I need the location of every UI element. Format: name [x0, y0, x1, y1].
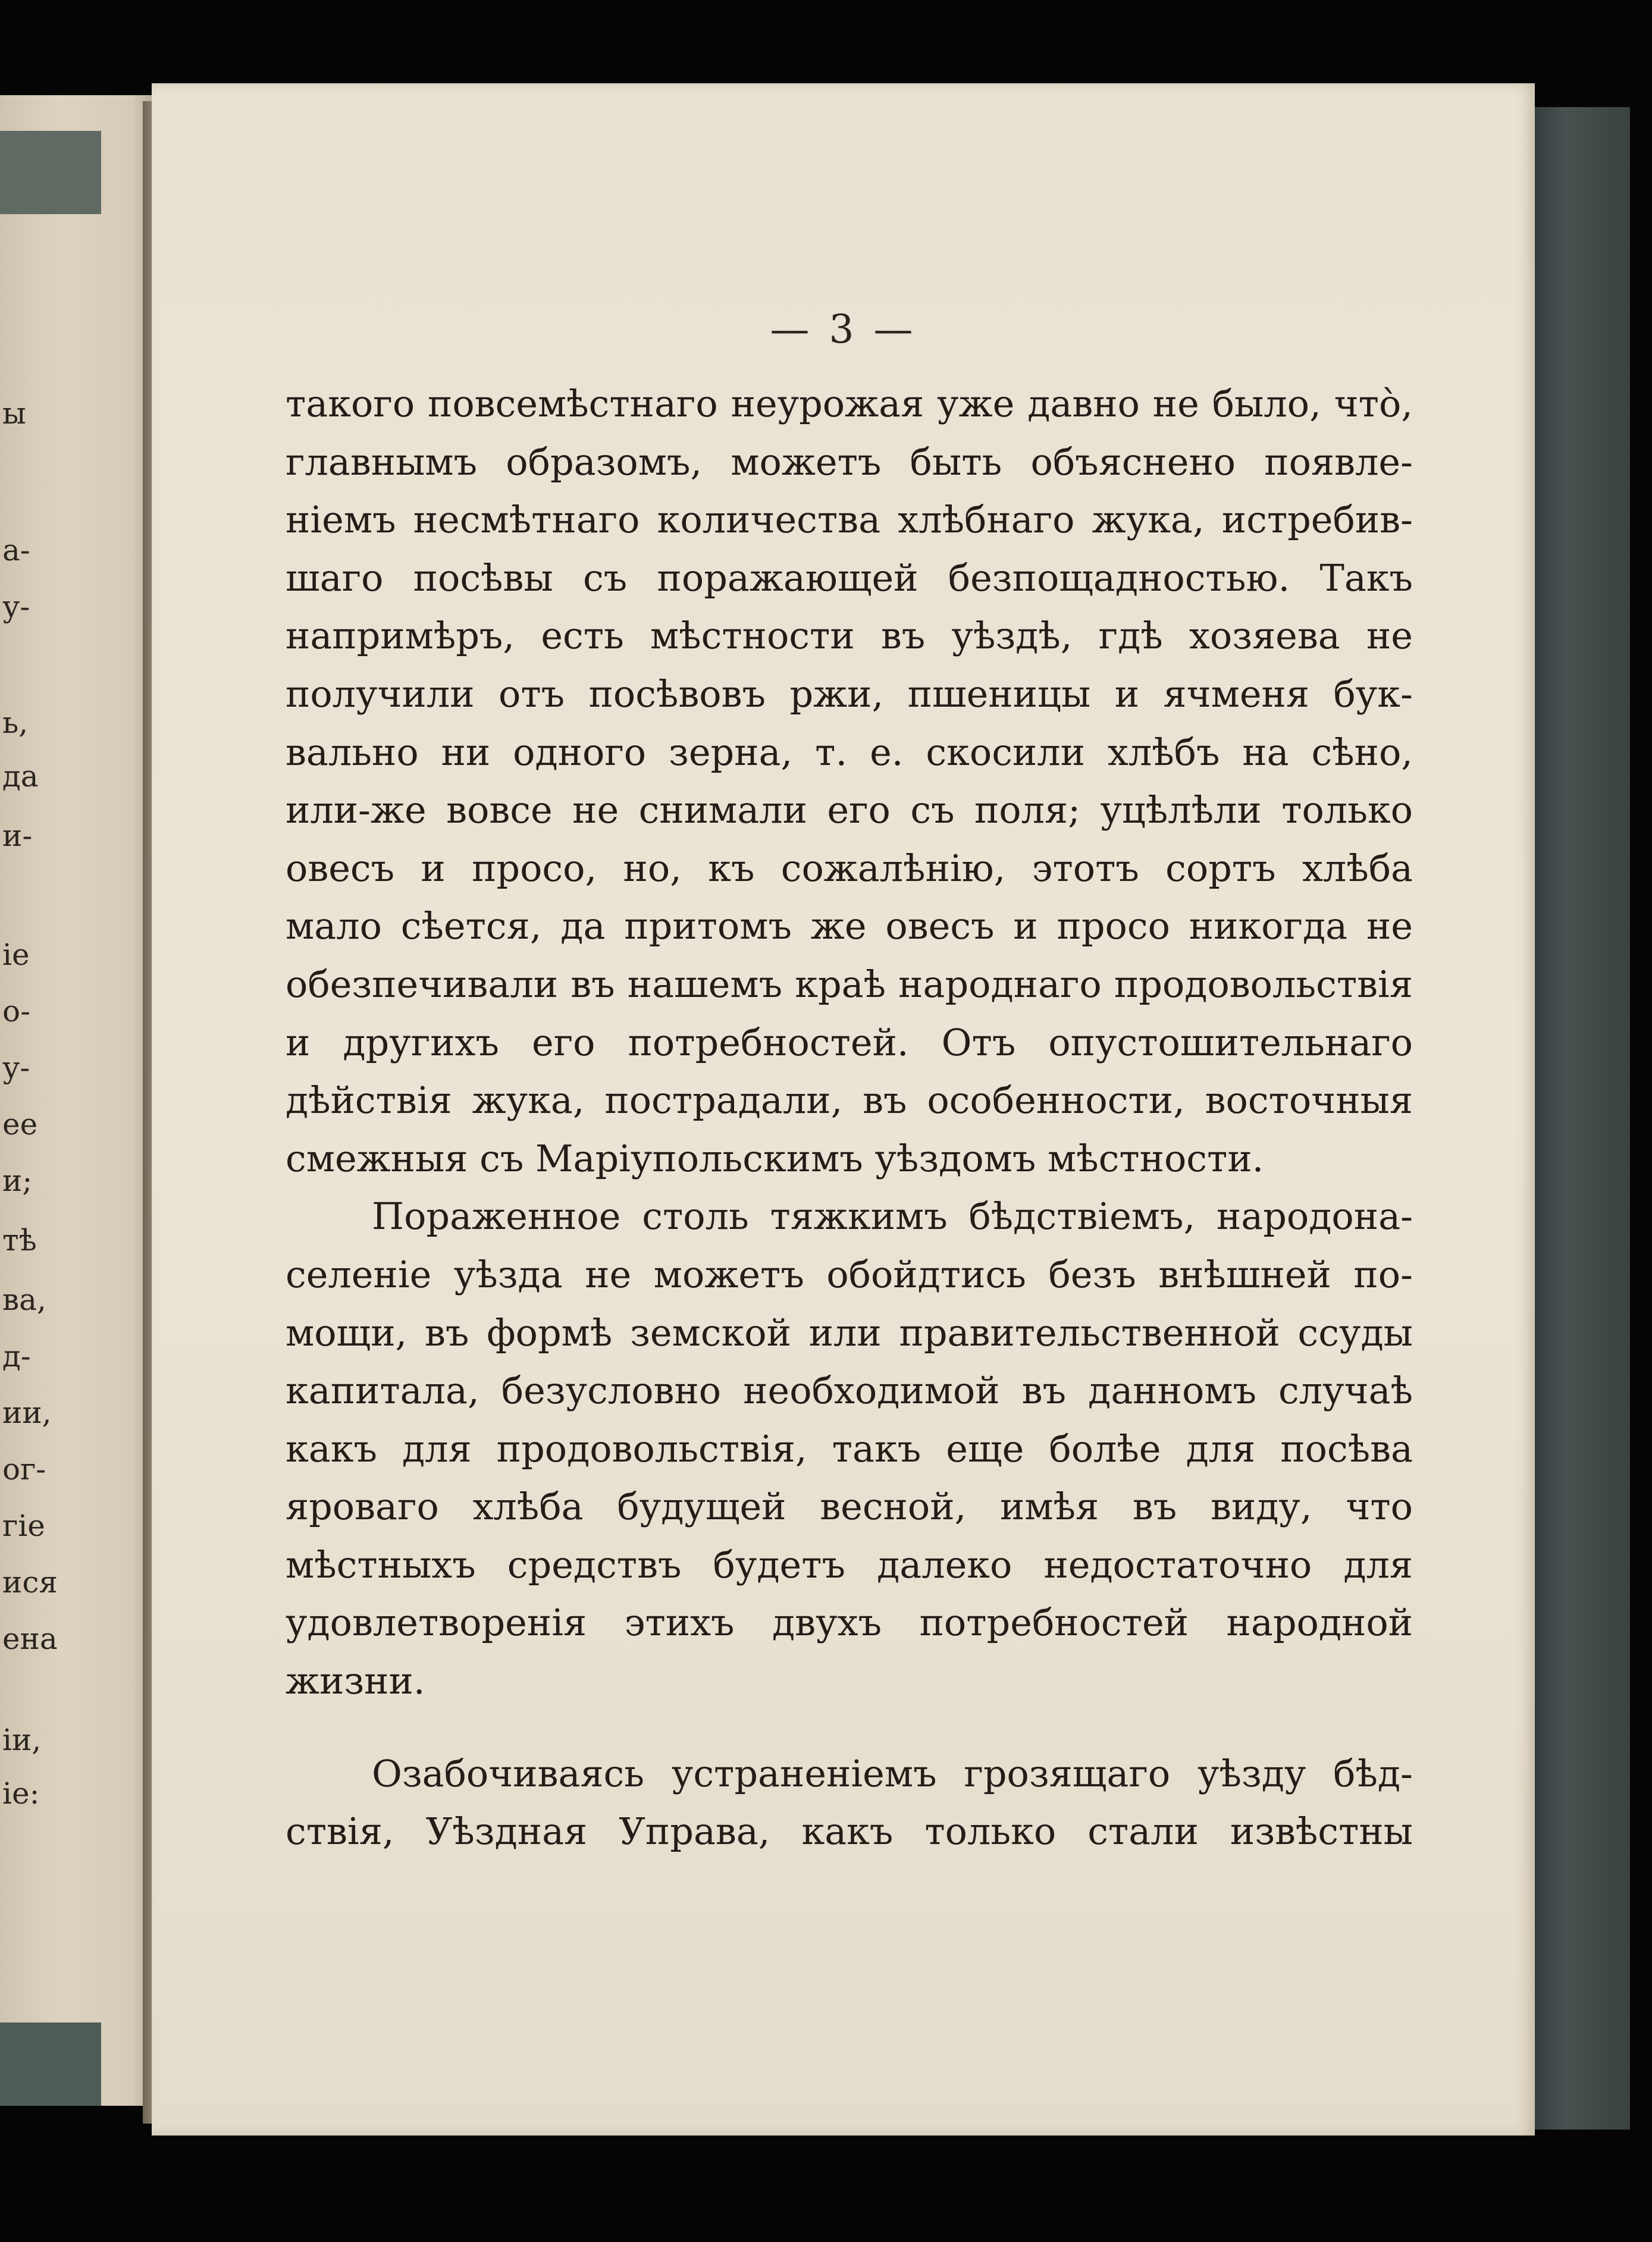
previous-page-fragment: д- — [2, 1339, 31, 1374]
previous-page-fragment: ы — [2, 396, 26, 431]
text-line: вально ни одного зерна, т. е. скосили хлѣбъ на сѣно, — [286, 730, 1413, 774]
previous-page-fragment: ва, — [2, 1283, 46, 1317]
text-line: мѣстныхъ средствъ будетъ далеко недостаточно для — [286, 1542, 1413, 1586]
page-body-text — [286, 375, 1413, 1861]
text-line: овесъ и просо, но, къ сожалѣнію, этотъ сортъ хлѣба — [286, 846, 1413, 890]
text-line: шаго посѣвы съ поражающей безпощадностью. Такъ — [286, 556, 1413, 600]
previous-page-fragment: гіе — [2, 1509, 45, 1543]
previous-page-fragment: ее — [2, 1107, 38, 1142]
text-line: мощи, въ формѣ земской или правительственной ссуды — [286, 1310, 1413, 1354]
text-line: получили отъ посѣвовъ ржи, пшеницы и ячменя бук- — [286, 672, 1413, 716]
previous-page-fragment: у- — [2, 1051, 30, 1085]
previous-page-fragment: у- — [2, 589, 30, 624]
previous-page-fragment: ь, — [2, 705, 29, 740]
previous-page-fragment: а- — [2, 533, 30, 567]
text-line: такого повсемѣстнаго неурожая уже давно не было, что̀, — [286, 382, 1413, 425]
previous-page-fragment: іе — [2, 937, 30, 972]
cover-strip-bottom — [0, 2022, 101, 2106]
text-line: главнымъ образомъ, можетъ быть объяснено появле- — [286, 440, 1413, 484]
text-line: ствія, Уѣздная Управа, какъ только стали извѣстны — [286, 1810, 1413, 1854]
text-line: жизни. — [286, 1659, 425, 1703]
text-line: ніемъ несмѣтнаго количества хлѣбнаго жука, истребив- — [286, 498, 1413, 542]
previous-page-fragment: о- — [2, 994, 30, 1029]
paragraph — [286, 375, 1413, 1187]
previous-page-fragment: ог- — [2, 1452, 46, 1487]
previous-page-fragment: тѣ — [2, 1223, 37, 1258]
text-line: смежныя съ Маріупольскимъ уѣздомъ мѣстности. — [286, 1136, 1264, 1180]
text-line: мало сѣется, да притомъ же овесъ и просо никогда не — [286, 904, 1413, 948]
page-number: — 3 — — [770, 306, 917, 352]
paragraph — [286, 1745, 1413, 1861]
text-line: обезпечивали въ нашемъ краѣ народнаго продовольствія — [286, 962, 1413, 1006]
text-line: Пораженное столь тяжкимъ бѣдствіемъ, народона- — [372, 1194, 1413, 1238]
text-line: селеніе уѣзда не можетъ обойдтись безъ внѣшней по- — [286, 1252, 1413, 1296]
previous-page-edge — [0, 95, 155, 2106]
text-line: удовлетворенія этихъ двухъ потребностей народной — [286, 1601, 1413, 1645]
text-line: яроваго хлѣба будущей весной, имѣя въ виду, что — [286, 1485, 1413, 1529]
previous-page-fragment: и; — [2, 1164, 33, 1198]
text-line: капитала, безусловно необходимой въ данномъ случаѣ — [286, 1369, 1413, 1413]
text-line: или-же вовсе не снимали его съ поля; уцѣлѣли только — [286, 788, 1413, 832]
text-line: и другихъ его потребностей. Отъ опустошительнаго — [286, 1020, 1413, 1064]
previous-page-fragment: ися — [2, 1565, 58, 1600]
book-cover-edge — [1523, 107, 1630, 2130]
previous-page-fragment: іе: — [2, 1776, 40, 1811]
text-line: какъ для продовольствія, такъ еще болѣе для посѣва — [286, 1426, 1413, 1470]
previous-page-fragment: ии, — [2, 1396, 52, 1430]
paragraph — [286, 1187, 1413, 1710]
text-line: напримѣръ, есть мѣстности въ уѣздѣ, гдѣ хозяева не — [286, 614, 1413, 658]
previous-page-fragment: да — [2, 759, 39, 794]
previous-page-fragment: и- — [2, 819, 33, 853]
text-line: дѣйствія жука, пострадали, въ особенности, восточныя — [286, 1078, 1413, 1122]
previous-page-fragment: іи, — [2, 1723, 42, 1757]
text-line: Озабочиваясь устраненіемъ грозящаго уѣзду бѣд- — [372, 1751, 1413, 1795]
book-page — [152, 83, 1535, 2136]
cover-strip-top — [0, 131, 101, 214]
previous-page-fragment: ена — [2, 1622, 58, 1656]
